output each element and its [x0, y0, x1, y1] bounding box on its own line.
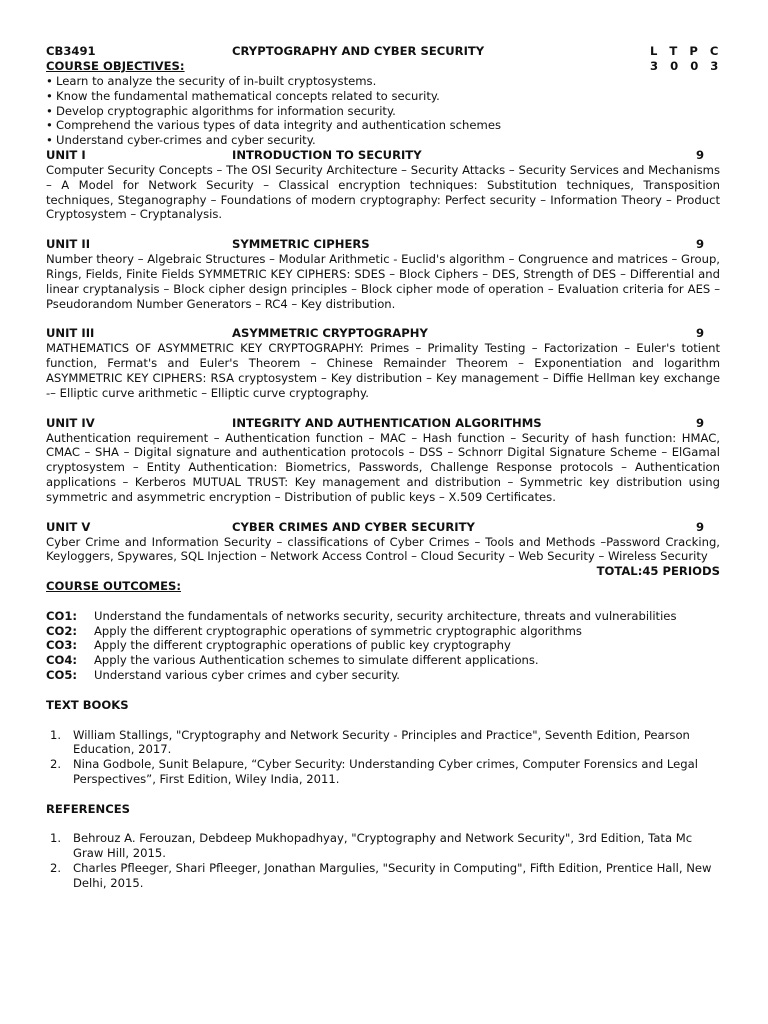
- spacer: [46, 713, 720, 728]
- unit-title: CYBER CRIMES AND CYBER SECURITY: [232, 519, 475, 534]
- text-books-list: [46, 728, 720, 787]
- unit-3-content: MATHEMATICS OF ASYMMETRIC KEY CRYPTOGRAPHY: Primes – Primality Testing – Factorization – Euler's totient function, Fermat's and Euler's Theorem – Chinese Remainder Theorem – Exponentiation and logarithm ASYMMETRIC KEY CIPHERS: RSA cryptosystem – Key distribution – Key management – Diffie Hellman key exchange -– Elliptic curve arithmetic – Elliptic curve cryptography.: [46, 341, 720, 400]
- outcome-text: Apply the different cryptographic operations of public key cryptography: [94, 638, 511, 653]
- outcome-item: [46, 609, 720, 624]
- spacer: [46, 594, 720, 609]
- unit-2-content: Number theory – Algebraic Structures – Modular Arithmetic - Euclid's algorithm – Congruence and matrices – Group, Rings, Fields, Finite Fields SYMMETRIC KEY CIPHERS: SDES – Block Ciphers – DES, Strength of DES – Differential and linear cryptanalysis – Block cipher design principles – Block cipher mode of operation – Evaluation criteria for AES – Pseudorandom Number Generators – RC4 – Key distribution.: [46, 252, 720, 311]
- item-number: 2.: [50, 861, 62, 876]
- outcomes-heading: COURSE OUTCOMES:: [46, 578, 181, 593]
- text-books-heading: TEXT BOOKS: [46, 697, 129, 712]
- objective-item: • Comprehend the various types of data integrity and authentication schemes: [46, 118, 720, 133]
- syllabus-page: [46, 44, 723, 891]
- spacer: [46, 401, 720, 416]
- outcome-item: [46, 653, 720, 668]
- ltpc-values: 3 0 0 3: [650, 59, 723, 73]
- unit-label: UNIT IV: [46, 415, 95, 430]
- unit-5-content: Cyber Crime and Information Security – classifications of Cyber Crimes – Tools and Methods –Password Cracking, Keyloggers, Spywares, SQL Injection – Network Access Control – Cloud Security – Web Security – Wireless Security: [46, 534, 720, 564]
- unit-hours: 9: [696, 415, 705, 430]
- unit-hours: 9: [696, 237, 705, 252]
- unit-title: SYMMETRIC CIPHERS: [232, 237, 370, 252]
- objective-item: • Know the fundamental mathematical concepts related to security.: [46, 89, 720, 104]
- outcome-item: [46, 668, 720, 683]
- objectives-list: [46, 74, 720, 148]
- outcome-text: Understand the fundamentals of networks security, security architecture, threats and vulnerabilities: [94, 608, 677, 623]
- unit-4-content: Authentication requirement – Authentication function – MAC – Hash function – Security of hash function: HMAC, CMAC – SHA – Digital signature and authentication protocols – DSS – Schnorr Digital Signature Scheme – ElGamal cryptosystem – Entity Authentication: Biometrics, Passwords, Challenge Response protocols – Authentication applications – Kerberos MUTUAL TRUST: Key management and distribution – Symmetric key distribution using symmetric and asymmetric encryption – Distribution of public keys – X.509 Certificates.: [46, 430, 720, 504]
- unit-4-header: [46, 416, 720, 431]
- outcome-label: CO4:: [46, 653, 78, 668]
- objectives-heading: COURSE OBJECTIVES:: [46, 59, 185, 73]
- text-book-item: [46, 728, 720, 758]
- spacer: [46, 787, 720, 802]
- item-number: 2.: [50, 757, 62, 772]
- item-text: Nina Godbole, Sunit Belapure, “Cyber Security: Understanding Cyber crimes, Computer Forensics and Legal Perspectives”, First Edition, Wiley India, 2011.: [73, 757, 698, 786]
- outcome-label: CO3:: [46, 638, 78, 653]
- header-row: [46, 44, 723, 59]
- spacer: [46, 311, 720, 326]
- unit-title: INTRODUCTION TO SECURITY: [232, 147, 422, 162]
- outcome-label: CO1:: [46, 608, 78, 623]
- item-number: 1.: [50, 831, 62, 846]
- outcomes-list: [46, 609, 720, 683]
- objective-item: • Learn to analyze the security of in-built cryptosystems.: [46, 74, 720, 89]
- outcome-text: Apply the various Authentication schemes to simulate different applications.: [94, 653, 539, 668]
- unit-title: ASYMMETRIC CRYPTOGRAPHY: [232, 326, 428, 341]
- unit-hours: 9: [696, 519, 705, 534]
- item-number: 1.: [50, 727, 62, 742]
- unit-hours: 9: [696, 147, 705, 162]
- text-book-item: [46, 757, 720, 787]
- item-text: Charles Pfleeger, Shari Pfleeger, Jonathan Margulies, "Security in Computing", Fifth Edition, Prentice Hall, New Delhi, 2015.: [73, 861, 712, 890]
- spacer: [46, 222, 720, 237]
- unit-1-header: [46, 148, 720, 163]
- course-title: CRYPTOGRAPHY AND CYBER SECURITY: [232, 44, 485, 58]
- total-periods: TOTAL:45 PERIODS: [596, 564, 720, 579]
- outcome-label: CO2:: [46, 623, 78, 638]
- unit-hours: 9: [696, 326, 705, 341]
- unit-1-content: Computer Security Concepts – The OSI Security Architecture – Security Attacks – Security Services and Mechanisms – A Model for Network Security – Classical encryption techniques: Substitution techniques, Transposition techniques, Steganography – Foundations of modern cryptography: Perfect security – Information Theory – Product Cryptosystem – Cryptanalysis.: [46, 162, 720, 222]
- unit-label: UNIT III: [46, 326, 95, 341]
- item-text: Behrouz A. Ferouzan, Debdeep Mukhopadhyay, "Cryptography and Network Security", 3rd Edition, Tata Mc Graw Hill, 2015.: [73, 831, 693, 861]
- unit-label: UNIT I: [46, 147, 86, 162]
- course-code: CB3491: [46, 44, 96, 58]
- references-list: [46, 831, 720, 890]
- outcome-label: CO5:: [46, 667, 78, 682]
- unit-label: UNIT II: [46, 237, 91, 252]
- unit-3-header: [46, 326, 720, 341]
- unit-5-header: [46, 520, 720, 535]
- reference-item: [46, 861, 720, 891]
- objective-item: • Understand cyber-crimes and cyber security.: [46, 133, 720, 148]
- spacer: [46, 505, 720, 520]
- spacer: [46, 816, 720, 831]
- reference-item: [46, 831, 720, 861]
- objective-item: • Develop cryptographic algorithms for information security.: [46, 104, 720, 119]
- objectives-row: [46, 59, 723, 74]
- outcome-item: [46, 638, 720, 653]
- ltpc-label: L T P C: [650, 44, 723, 58]
- unit-2-header: [46, 237, 720, 252]
- outcome-item: [46, 624, 720, 639]
- unit-label: UNIT V: [46, 519, 91, 534]
- references-heading: REFERENCES: [46, 801, 131, 816]
- unit-title: INTEGRITY AND AUTHENTICATION ALGORITHMS: [232, 415, 542, 430]
- outcome-text: Understand various cyber crimes and cyber security.: [94, 667, 400, 682]
- spacer: [46, 683, 720, 698]
- outcome-text: Apply the different cryptographic operations of symmetric cryptographic algorithms: [94, 623, 582, 638]
- item-text: William Stallings, "Cryptography and Network Security - Principles and Practice", Seventh Edition, Pearson Education, 2017.: [73, 727, 690, 757]
